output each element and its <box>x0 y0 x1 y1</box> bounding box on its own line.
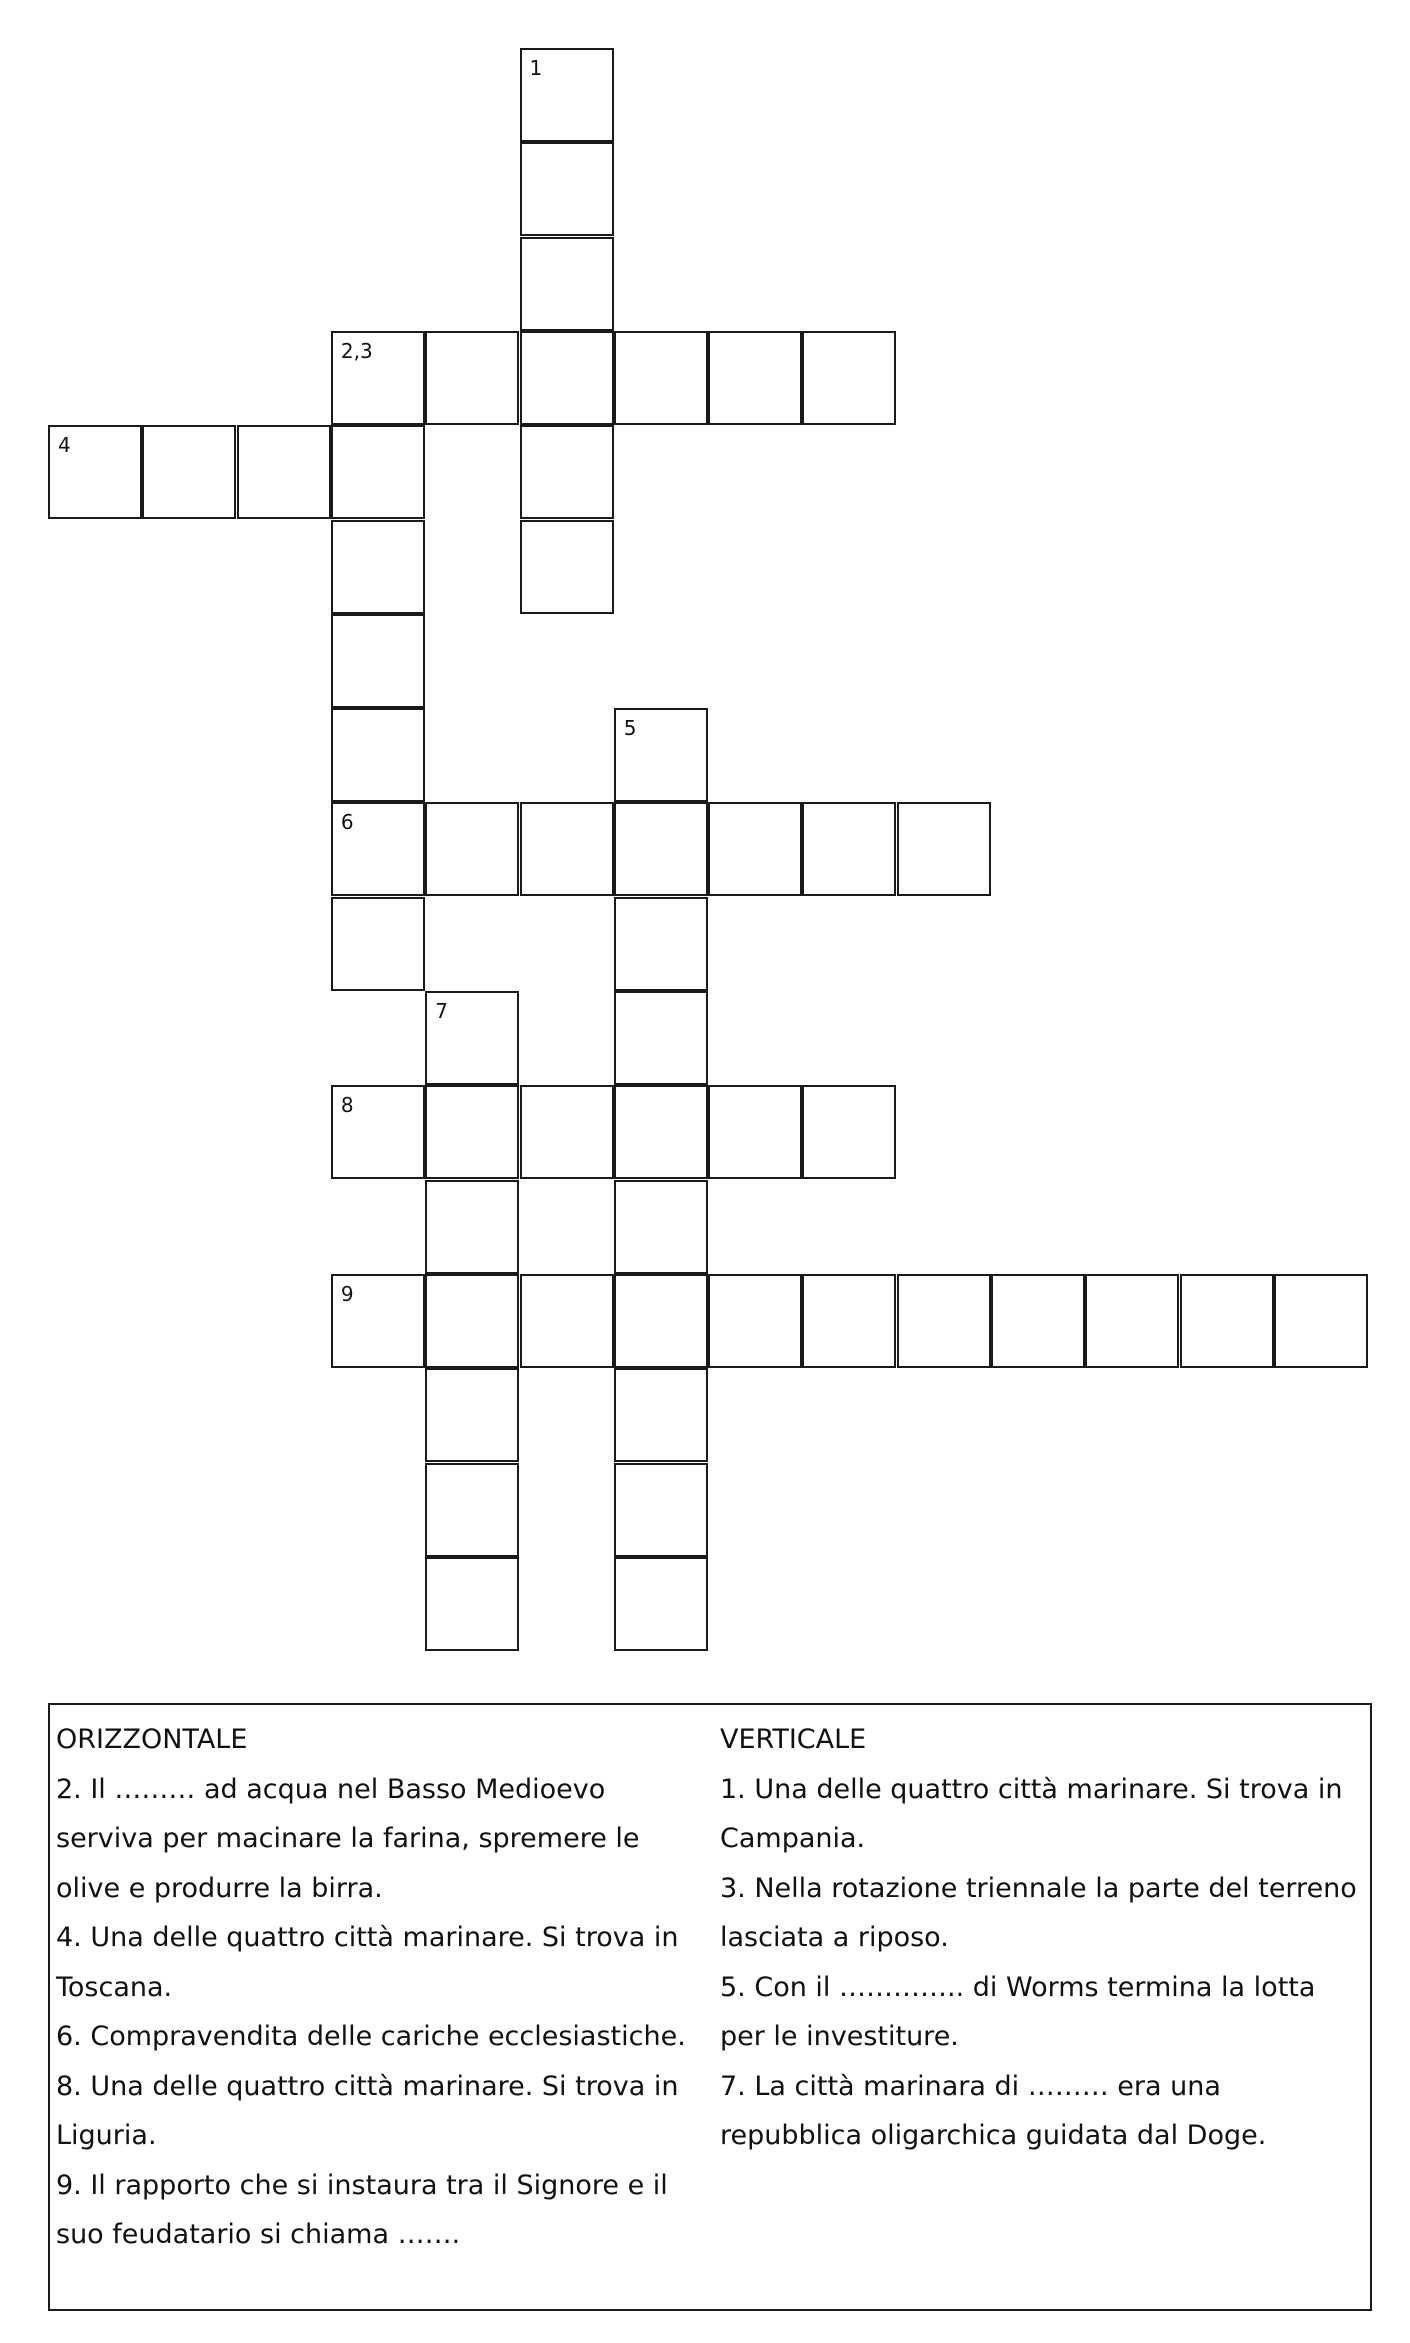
clue-line: lasciata a riposo. <box>720 1922 949 1953</box>
clue-line: 7. La città marinara di ……… era una <box>720 2070 1221 2102</box>
clue-line: olive e produrre la birra. <box>56 1872 383 1904</box>
crossword-cell[interactable] <box>708 331 802 425</box>
horizontal-heading: ORIZZONTALE <box>56 1724 248 1755</box>
clue-line: Toscana. <box>56 1971 173 2003</box>
crossword-cell[interactable] <box>708 1274 802 1368</box>
clue-line: Liguria. <box>56 2120 157 2151</box>
clue-number: 1 <box>529 56 543 80</box>
clues-box <box>48 1703 1372 2311</box>
crossword-cell[interactable] <box>614 1557 708 1651</box>
horizontal-clues <box>56 1715 706 2260</box>
clue-number: 2,3 <box>340 338 373 363</box>
crossword-cell-7[interactable] <box>425 991 519 1085</box>
clue-line: per le investiture. <box>720 2021 959 2052</box>
crossword-cell[interactable] <box>425 331 519 425</box>
crossword-cell[interactable] <box>614 802 708 896</box>
crossword-cell-2-3[interactable] <box>331 331 425 425</box>
crossword-cell[interactable] <box>614 897 708 991</box>
crossword-cell[interactable] <box>425 1274 519 1368</box>
crossword-cell[interactable] <box>708 1085 802 1179</box>
crossword-cell[interactable] <box>520 237 614 331</box>
crossword-cell[interactable] <box>331 425 425 519</box>
crossword-cell[interactable] <box>802 802 896 896</box>
crossword-cell[interactable] <box>520 425 614 519</box>
clue-line: 9. Il rapporto che si instaura tra il Signore e il <box>56 2169 668 2201</box>
crossword-cell[interactable] <box>708 802 802 896</box>
clue-line: 3. Nella rotazione triennale la parte del terreno <box>720 1872 1357 1904</box>
crossword-cell[interactable] <box>802 1085 896 1179</box>
crossword-cell[interactable] <box>425 1180 519 1274</box>
crossword-cell[interactable] <box>425 1368 519 1462</box>
crossword-cell[interactable] <box>425 1463 519 1557</box>
crossword-cell[interactable] <box>614 1463 708 1557</box>
crossword-cell[interactable] <box>1085 1274 1179 1368</box>
clue-number: 5 <box>623 716 637 741</box>
vertical-clues <box>720 1715 1370 2161</box>
crossword-cell[interactable] <box>520 520 614 614</box>
clue-line: 8. Una delle quattro città marinare. Si trova in <box>56 2070 679 2102</box>
clue-number: 6 <box>340 810 354 835</box>
clue-number: 7 <box>435 999 448 1023</box>
clue-number: 9 <box>340 1281 354 1306</box>
crossword-cell-1[interactable] <box>520 48 614 142</box>
crossword-cell[interactable] <box>614 1274 708 1368</box>
crossword-cell[interactable] <box>520 802 614 896</box>
clue-line: suo feudatario si chiama ……. <box>56 2219 461 2250</box>
clue-line: repubblica oligarchica guidata dal Doge. <box>720 2120 1267 2151</box>
vertical-heading: VERTICALE <box>720 1724 867 1755</box>
crossword-cell-5[interactable] <box>614 708 708 802</box>
crossword-cell[interactable] <box>802 1274 896 1368</box>
crossword-cell[interactable] <box>614 331 708 425</box>
crossword-cell[interactable] <box>802 331 896 425</box>
crossword-cell-4[interactable] <box>48 425 142 519</box>
crossword-cell[interactable] <box>1274 1274 1368 1368</box>
crossword-cell[interactable] <box>897 1274 991 1368</box>
crossword-cell[interactable] <box>614 1085 708 1179</box>
clue-number: 8 <box>340 1093 354 1118</box>
crossword-cell[interactable] <box>331 708 425 802</box>
crossword-cell[interactable] <box>520 331 614 425</box>
crossword-cell[interactable] <box>237 425 331 519</box>
crossword-cell[interactable] <box>991 1274 1085 1368</box>
crossword-cell-9[interactable] <box>331 1274 425 1368</box>
crossword-cell[interactable] <box>520 1085 614 1179</box>
clue-line: serviva per macinare la farina, spremere le <box>56 1823 640 1854</box>
crossword-cell[interactable] <box>331 897 425 991</box>
crossword-cell[interactable] <box>331 614 425 708</box>
crossword-cell[interactable] <box>1180 1274 1274 1368</box>
crossword-cell[interactable] <box>520 1274 614 1368</box>
crossword-cell[interactable] <box>425 802 519 896</box>
clue-line: 4. Una delle quattro città marinare. Si trova in <box>56 1922 679 1953</box>
crossword-cell[interactable] <box>614 991 708 1085</box>
clue-line: 2. Il ……… ad acqua nel Basso Medioevo <box>56 1773 606 1805</box>
clue-line: 6. Compravendita delle cariche ecclesiastiche. <box>56 2021 686 2052</box>
crossword-cell-6[interactable] <box>331 802 425 896</box>
crossword-cell[interactable] <box>520 142 614 236</box>
crossword-cell-8[interactable] <box>331 1085 425 1179</box>
crossword-cell[interactable] <box>142 425 236 519</box>
crossword-cell[interactable] <box>425 1557 519 1651</box>
clue-number: 4 <box>58 433 71 458</box>
clue-line: 5. Con il ………….. di Worms termina la lotta <box>720 1971 1316 2003</box>
crossword-cell[interactable] <box>897 802 991 896</box>
clue-line: 1. Una delle quattro città marinare. Si trova in <box>720 1773 1343 1805</box>
crossword-cell[interactable] <box>331 520 425 614</box>
crossword-cell[interactable] <box>614 1180 708 1274</box>
crossword-cell[interactable] <box>425 1085 519 1179</box>
crossword-cell[interactable] <box>614 1368 708 1462</box>
clue-line: Campania. <box>720 1823 866 1854</box>
